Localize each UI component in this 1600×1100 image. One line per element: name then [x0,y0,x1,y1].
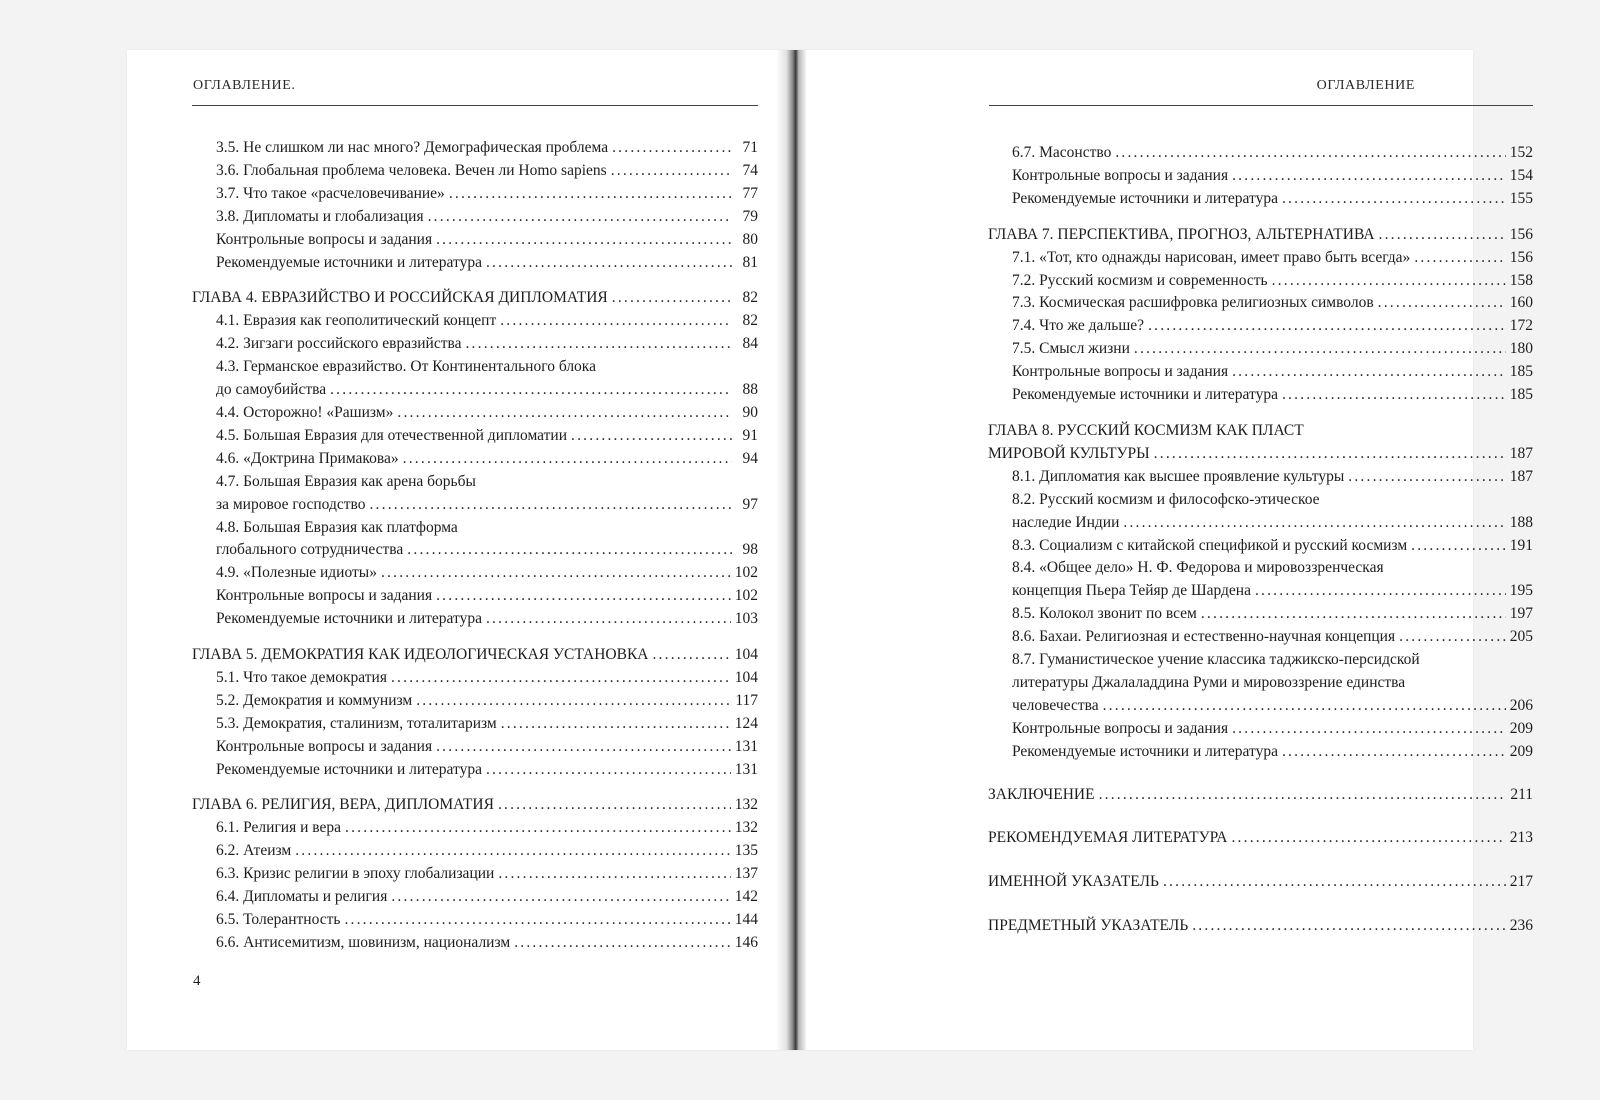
toc-entry-line: 8.2. Русский космизм и философско-этическое [1012,490,1320,508]
toc-section-entry [192,137,758,160]
toc-section-entry [192,562,758,585]
dot-leader [514,932,731,955]
toc-entry-title: 4.4. Осторожно! «Рашизм» [216,403,394,421]
toc-section-entry [988,270,1533,293]
toc-entry-title: 8.3. Социализм с китайской спецификой и русский космизм [1012,536,1408,554]
table-of-contents [988,142,1533,938]
dot-leader [369,494,732,517]
dot-leader [436,229,732,252]
dot-leader [465,333,732,356]
toc-page-number: 131 [734,760,758,778]
dot-leader [1148,315,1506,338]
toc-entry-title: ПРЕДМЕТНЫЙ УКАЗАТЕЛЬ [988,917,1189,935]
toc-entry-title: Рекомендуемые источники и литература [1012,386,1278,404]
toc-entry-title: за мировое господство [216,495,366,513]
toc-entry-title: 5.2. Демократия и коммунизм [216,691,413,709]
toc-page-number: 117 [735,691,758,709]
dot-leader [571,425,732,448]
running-head: ОГЛАВЛЕНИЕ [1316,78,1415,93]
toc-page-number: 103 [734,610,758,628]
toc-page-number: 102 [734,564,758,582]
toc-section-entry [988,142,1533,165]
toc-page-number: 142 [734,888,758,906]
toc-entry-title: 5.3. Демократия, сталинизм, тоталитаризм [216,714,497,732]
toc-entry-title: 4.5. Большая Евразия для отечественной дипломатии [216,426,568,444]
running-head: ОГЛАВЛЕНИЕ. [193,78,296,93]
dot-leader [330,379,732,402]
toc-section-entry [192,160,758,183]
toc-entry-line: 4.3. Германское евразийство. От Континентального блока [216,358,596,376]
toc-entry-title: глобального сотрудничества [216,541,404,559]
toc-page-number: 155 [1509,189,1533,207]
toc-entry-line: 8.4. «Общее дело» Н. Ф. Федорова и мировоззренческая [1012,559,1384,577]
toc-section-entry [988,512,1533,535]
toc-page-number: 104 [734,646,758,664]
dot-leader [397,402,732,425]
toc-section-entry [192,252,758,275]
toc-page-number: 98 [742,541,758,559]
dot-leader [612,287,732,310]
toc-entry-title: ГЛАВА 6. РЕЛИГИЯ, ВЕРА, ДИПЛОМАТИЯ [192,796,494,814]
toc-page-number: 88 [742,381,758,399]
toc-page-number: 97 [742,495,758,513]
toc-entry-title: человечества [1012,696,1099,714]
dot-leader [501,713,731,736]
toc-page-number: 197 [1509,605,1533,623]
toc-section-entry [192,713,758,736]
dot-leader [1282,188,1506,211]
toc-page-number: 144 [734,911,758,928]
toc-chapter-entry [988,224,1533,247]
toc-page-number: 104 [734,668,758,686]
toc-entry-title: Контрольные вопросы и задания [1012,719,1229,737]
toc-chapter-entry [988,827,1533,850]
toc-section-entry [192,229,758,252]
dot-leader [1115,142,1505,165]
toc-entry-title: 5.1. Что такое демократия [216,668,387,686]
table-of-contents [192,137,758,955]
toc-chapter-entry [988,871,1533,894]
toc-page-number: 217 [1509,873,1533,891]
toc-chapter-entry [192,794,758,817]
toc-page-number: 206 [1509,696,1533,714]
dot-leader [1348,466,1505,489]
page-number: 4 [193,973,201,989]
dot-leader [1399,626,1506,649]
toc-entry-title: ГЛАВА 4. ЕВРАЗИЙСТВО И РОССИЙСКАЯ ДИПЛОМАТИЯ [192,289,608,307]
toc-page-number: 82 [742,312,758,330]
dot-leader [1255,580,1506,603]
toc-page-number: 209 [1509,742,1533,760]
toc-entry-title: 6.3. Кризис религии в эпоху глобализации [216,865,495,883]
dot-leader [391,886,730,909]
toc-section-entry [192,402,758,425]
dot-leader [403,448,732,471]
book-spread [127,50,1533,1050]
toc-section-entry [192,932,758,955]
toc-entry-title: 6.7. Масонство [1012,144,1112,161]
dot-leader [486,252,732,275]
toc-section-entry [988,315,1533,338]
toc-section-entry [988,695,1533,718]
toc-section-entry [988,535,1533,558]
toc-page-number: 81 [742,253,758,271]
book-gutter [776,50,806,1050]
toc-chapter-entry [988,784,1533,807]
toc-section-entry [192,608,758,631]
dot-leader [1103,695,1506,718]
toc-page-number: 146 [734,933,758,951]
toc-page-number: 156 [1509,248,1533,266]
toc-entry-title: 6.5. Толерантность [216,911,341,928]
toc-section-entry [988,188,1533,211]
toc-page-number: 211 [1510,785,1533,803]
toc-page-number: 187 [1509,444,1533,462]
dot-leader [407,539,732,562]
toc-page-number: 74 [742,161,758,179]
dot-leader [381,562,731,585]
toc-page-number: 79 [742,207,758,225]
toc-entry-line: ГЛАВА 8. РУССКИЙ КОСМИЗМ КАК ПЛАСТ [988,421,1304,439]
dot-leader [1163,871,1506,894]
toc-page-number: 158 [1509,271,1533,289]
toc-page-number: 209 [1509,719,1533,737]
dot-leader [1099,784,1507,807]
toc-page-number: 131 [734,737,758,755]
toc-entry-title: ГЛАВА 7. ПЕРСПЕКТИВА, ПРОГНОЗ, АЛЬТЕРНАТИВА [988,225,1375,243]
toc-entry-title: 6.6. Антисемитизм, шовинизм, национализм [216,933,511,951]
toc-entry-title: 3.6. Глобальная проблема человека. Вечен ли Homo sapiens [216,161,607,179]
toc-page-number: 135 [734,842,758,860]
dot-leader [1123,512,1505,535]
dot-leader [1232,165,1506,188]
toc-page-number: 94 [742,449,758,467]
toc-section-entry [988,292,1533,315]
toc-section-entry [192,585,758,608]
toc-section-entry [988,361,1533,384]
toc-page-number: 124 [734,714,758,732]
toc-entry-line: 4.8. Большая Евразия как платформа [216,518,458,536]
toc-section-entry [192,310,758,333]
dot-leader [1378,292,1506,315]
dot-leader [436,585,731,608]
header-rule [989,105,1533,106]
toc-page-number: 205 [1509,628,1533,646]
toc-page-number: 188 [1509,513,1533,531]
toc-entry-title: ГЛАВА 5. ДЕМОКРАТИЯ КАК ИДЕОЛОГИЧЕСКАЯ УСТАНОВКА [192,646,649,664]
toc-section-entry [192,539,758,562]
toc-section-entry [988,718,1533,741]
dot-leader [1379,224,1506,247]
dot-leader [449,183,732,206]
toc-chapter-entry [192,644,758,667]
toc-page-number: 187 [1509,467,1533,485]
toc-section-entry [988,741,1533,764]
dot-leader [1154,443,1506,466]
toc-section-entry [988,603,1533,626]
toc-page-number: 84 [742,335,758,353]
toc-entry-title: Контрольные вопросы и задания [216,587,433,605]
toc-section-entry [192,840,758,863]
toc-entry-title: 7.1. «Тот, кто однажды нарисован, имеет право быть всегда» [1012,248,1411,266]
toc-page-number: 82 [742,289,758,307]
toc-page-number: 172 [1509,317,1533,335]
dot-leader [611,160,732,183]
toc-section-entry [192,886,758,909]
toc-entry-title: Рекомендуемые источники и литература [216,760,482,778]
toc-page-number: 132 [734,819,758,837]
toc-section-entry [192,206,758,229]
toc-entry-title: Рекомендуемые источники и литература [216,610,482,628]
toc-section-entry [192,690,758,713]
dot-leader [652,644,730,667]
toc-entry-title: 8.6. Бахаи. Религиозная и естественно-научная концепция [1012,628,1396,646]
dot-leader [1232,361,1506,384]
toc-section-entry [192,379,758,402]
toc-page-number: 156 [1509,225,1533,243]
toc-entry-title: 3.5. Не слишком ли нас много? Демографическая проблема [216,139,609,156]
toc-entry-title: 8.1. Дипломатия как высшее проявление культуры [1012,467,1345,485]
toc-entry-title: 6.1. Религия и вера [216,819,342,837]
dot-leader [1192,915,1506,938]
toc-entry-title: МИРОВОЙ КУЛЬТУРЫ [988,444,1150,462]
toc-entry-title: 3.8. Дипломаты и глобализация [216,207,424,225]
dot-leader [295,840,731,863]
header-rule [192,105,758,106]
toc-entry-title: Контрольные вопросы и задания [216,737,433,755]
toc-page-number: 137 [734,865,758,883]
toc-entry-title: Рекомендуемые источники и литература [216,253,482,271]
toc-entry-title: 8.5. Колокол звонит по всем [1012,605,1197,623]
toc-page-number: 152 [1509,144,1533,161]
dot-leader [1134,338,1506,361]
toc-page-number: 102 [734,587,758,605]
toc-entry-title: 4.6. «Доктрина Примакова» [216,449,399,467]
toc-section-entry [192,863,758,886]
toc-page-number: 191 [1509,536,1533,554]
toc-entry-title: 3.7. Что такое «расчеловечивание» [216,184,445,202]
toc-entry-title: 7.5. Смысл жизни [1012,340,1130,358]
toc-page-number: 195 [1509,582,1533,600]
toc-entry-title: 4.2. Зигзаги российского евразийства [216,335,462,353]
toc-page-number: 80 [742,230,758,248]
dot-leader [1201,603,1506,626]
dot-leader [416,690,731,713]
toc-section-entry [988,338,1533,361]
dot-leader [1282,741,1506,764]
toc-entry-title: 7.4. Что же дальше? [1012,317,1145,335]
toc-section-entry [988,165,1533,188]
toc-section-entry [192,183,758,206]
toc-page-number: 185 [1509,363,1533,381]
left-page [127,50,777,1050]
toc-section-entry [192,494,758,517]
toc-section-entry [192,425,758,448]
toc-section-entry [192,909,758,932]
toc-section-entry [192,667,758,690]
dot-leader [486,759,731,782]
dot-leader [498,794,731,817]
toc-page-number: 185 [1509,386,1533,404]
dot-leader [612,137,732,160]
toc-entry-title: Контрольные вопросы и задания [1012,166,1229,184]
dot-leader [1282,384,1506,407]
toc-entry-line: 8.7. Гуманистическое учение классика таджикско-персидской [1012,651,1420,669]
toc-page-number: 77 [742,184,758,202]
toc-page-number: 160 [1509,294,1533,312]
toc-page-number: 91 [742,426,758,444]
dot-leader [1231,827,1505,850]
dot-leader [391,667,731,690]
toc-entry-title: Рекомендуемые источники и литература [1012,189,1278,207]
toc-page-number: 71 [742,139,758,156]
toc-section-entry [192,817,758,840]
toc-entry-title: ЗАКЛЮЧЕНИЕ [988,785,1095,803]
toc-page-number: 180 [1509,340,1533,358]
toc-section-entry [988,580,1533,603]
toc-entry-title: ИМЕННОЙ УКАЗАТЕЛЬ [988,873,1159,891]
toc-entry-title: РЕКОМЕНДУЕМАЯ ЛИТЕРАТУРА [988,829,1228,847]
dot-leader [428,206,732,229]
toc-section-entry [988,466,1533,489]
dot-leader [498,863,730,886]
toc-entry-title: 4.1. Евразия как геополитический концепт [216,312,497,330]
toc-entry-title: до самоубийства [216,381,327,399]
dot-leader [436,736,731,759]
dot-leader [1232,718,1506,741]
toc-section-entry [192,333,758,356]
toc-entry-title: 6.2. Атеизм [216,842,292,860]
toc-entry-title: 7.3. Космическая расшифровка религиозных символов [1012,294,1374,312]
toc-section-entry [192,759,758,782]
toc-entry-title: Контрольные вопросы и задания [216,230,433,248]
toc-entry-title: 4.9. «Полезные идиоты» [216,564,377,582]
dot-leader [1414,247,1505,270]
toc-entry-title: Рекомендуемые источники и литература [1012,742,1278,760]
dot-leader [345,817,731,840]
toc-page-number: 154 [1509,166,1533,184]
toc-entry-title: 6.4. Дипломаты и религия [216,888,388,906]
toc-section-entry [192,736,758,759]
dot-leader [1411,535,1506,558]
toc-entry-title: Контрольные вопросы и задания [1012,363,1229,381]
dot-leader [500,310,732,333]
right-page [805,50,1533,1050]
toc-page-number: 132 [734,796,758,814]
toc-entry-title: наследие Индии [1012,513,1120,531]
toc-page-number: 90 [742,403,758,421]
toc-entry-title: 7.2. Русский космизм и современность [1012,271,1268,289]
toc-section-entry [988,384,1533,407]
dot-leader [1272,270,1506,293]
toc-entry-title: концепция Пьера Тейяр де Шардена [1012,582,1251,600]
toc-page-number: 236 [1509,917,1533,935]
toc-section-entry [192,448,758,471]
toc-entry-line: 4.7. Большая Евразия как арена борьбы [216,472,476,490]
toc-page-number: 213 [1509,829,1533,847]
toc-chapter-entry [988,443,1533,466]
dot-leader [486,608,731,631]
toc-entry-line: литературы Джалаладдина Руми и мировоззрение единства [1012,673,1406,691]
toc-section-entry [988,247,1533,270]
toc-chapter-entry [192,287,758,310]
dot-leader [344,909,730,932]
toc-section-entry [988,626,1533,649]
toc-chapter-entry [988,915,1533,938]
